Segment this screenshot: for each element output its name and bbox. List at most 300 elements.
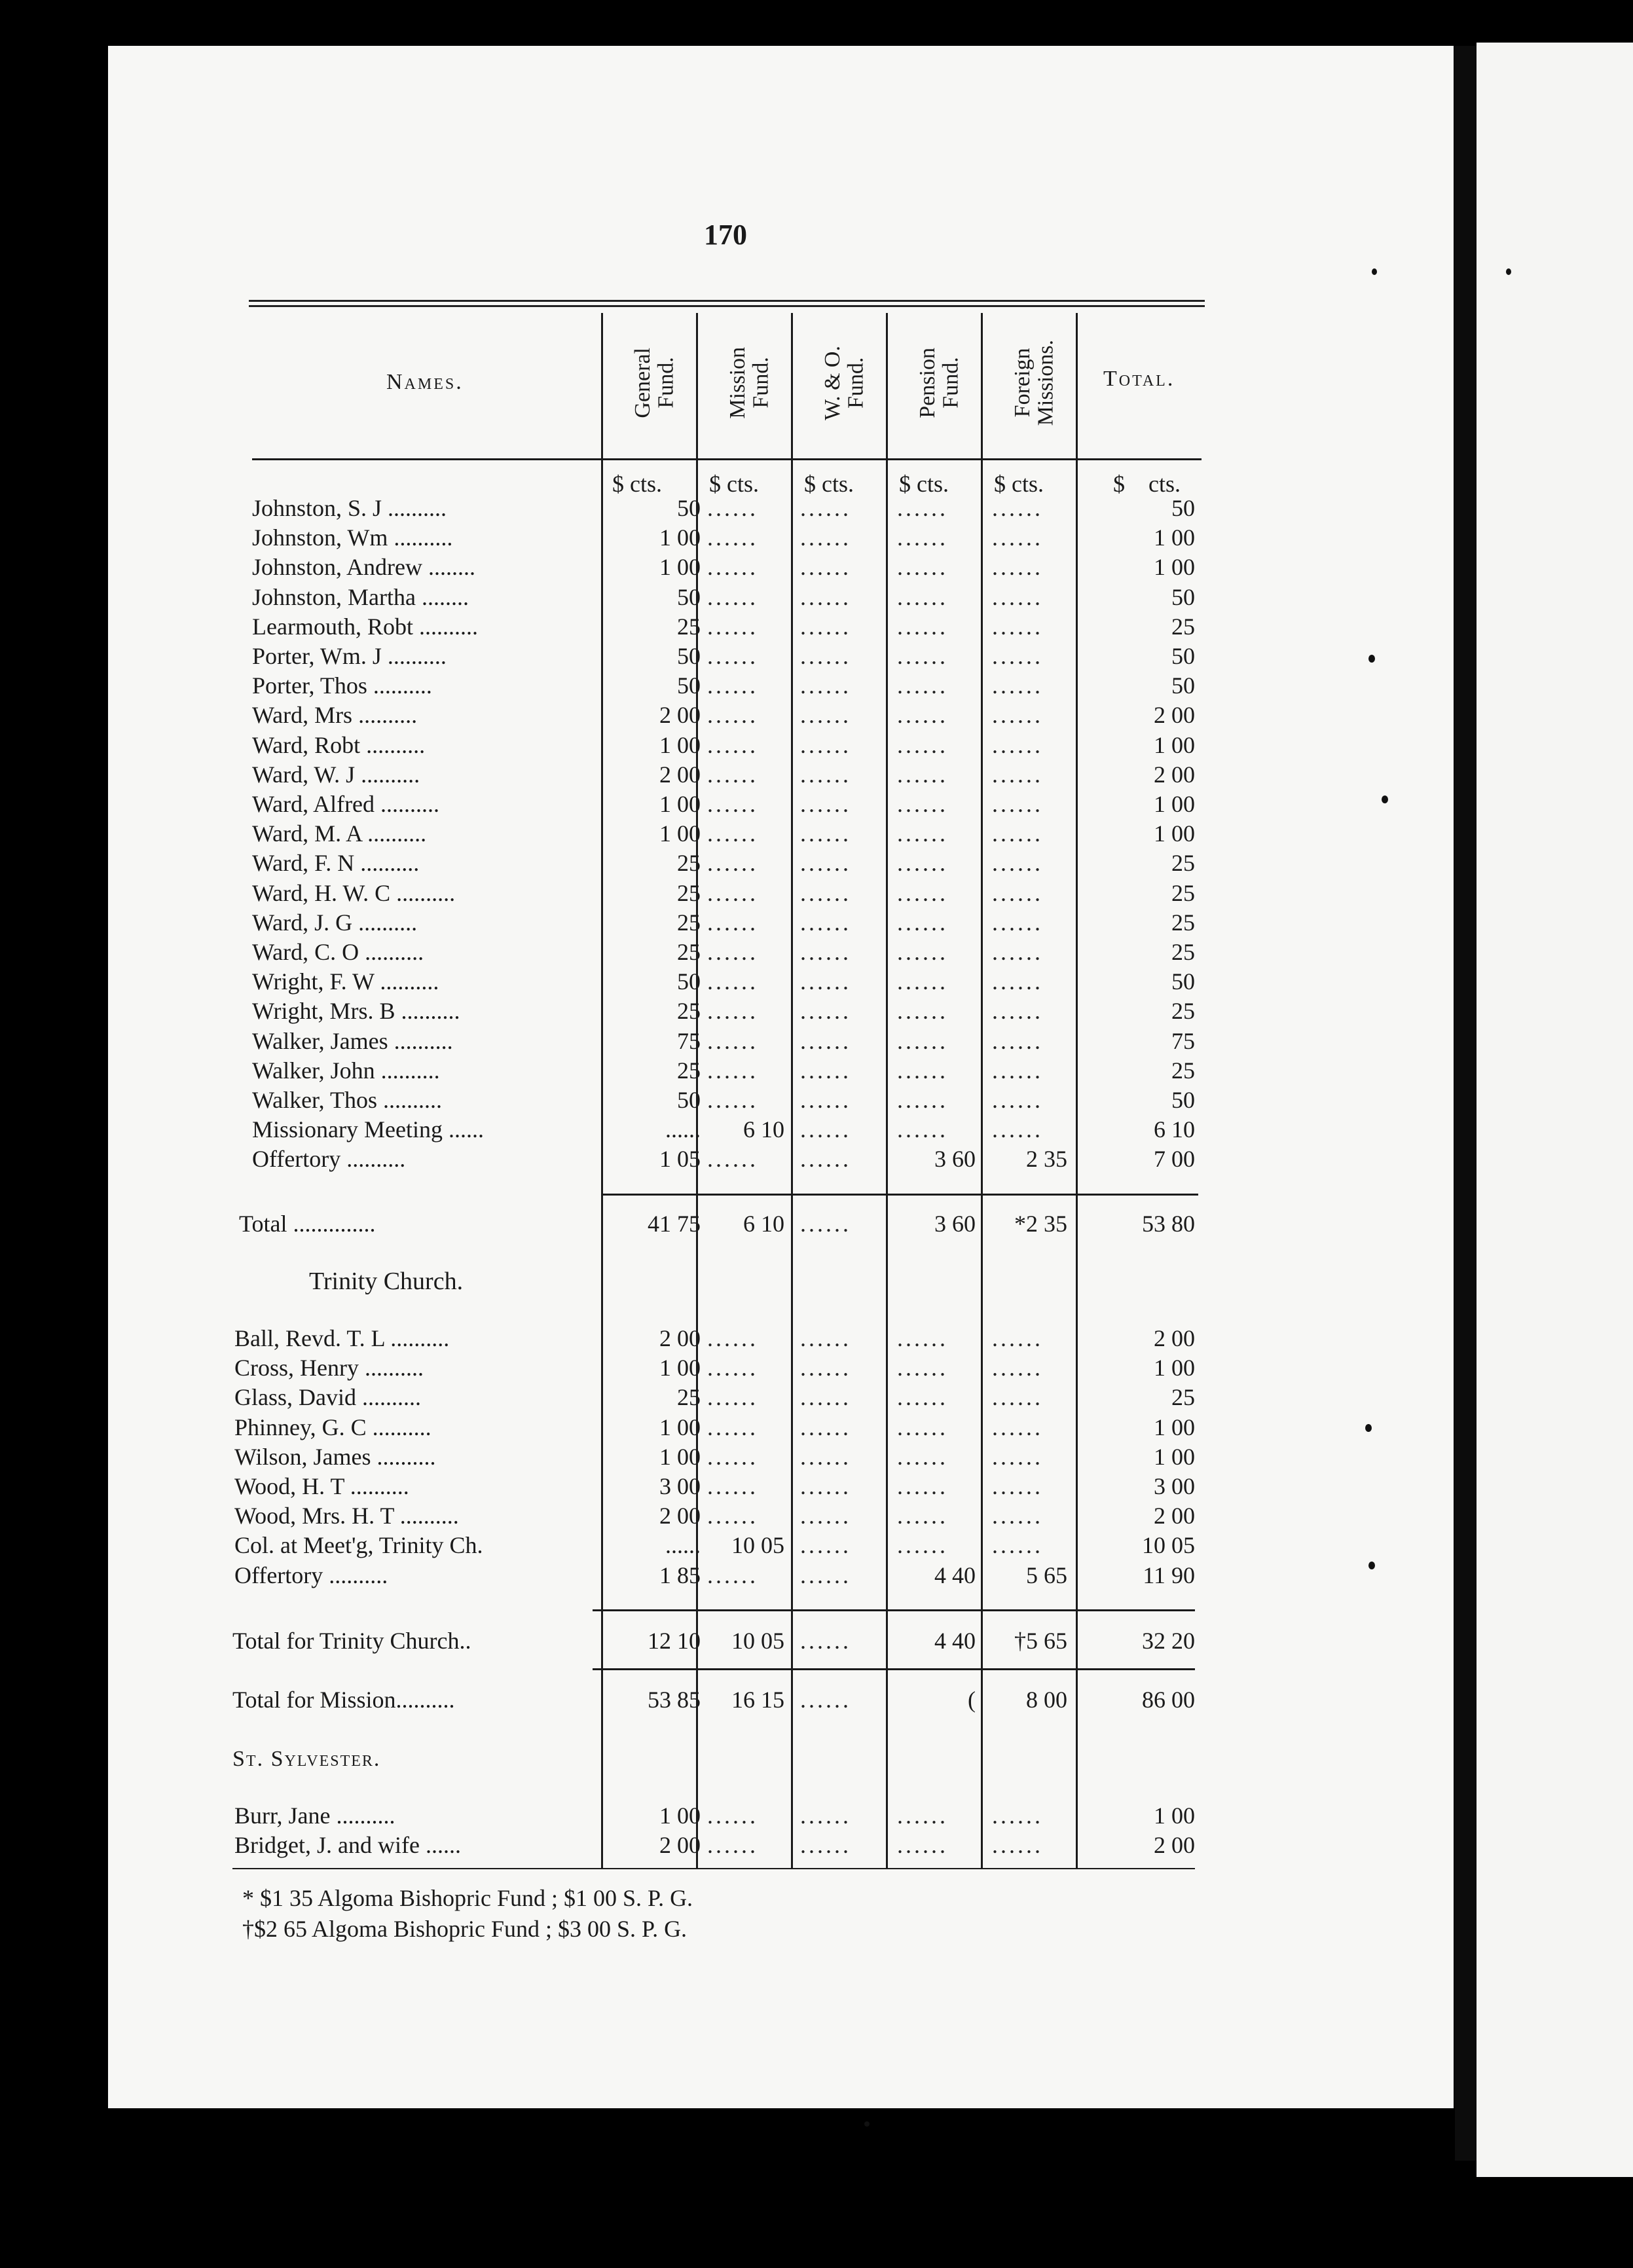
table-row [0,1354,1346,1383]
table-row [0,938,1346,968]
units-pension: $ cts. [899,471,949,497]
row-name: Ward, Robt .......... [252,731,426,758]
row-general-fund: 50 [677,968,701,995]
table-row [0,524,1346,553]
row-total: 50 [1171,1087,1195,1113]
row-mission: 10 05 [731,1532,784,1559]
row-wo: ...... [800,613,851,640]
table-row [0,761,1346,790]
row-pension: ...... [897,613,948,640]
row-mission: ...... [707,1384,758,1411]
row-foreign: ...... [992,761,1043,788]
row-general-fund: 3 00 [659,1473,701,1499]
table-row [0,701,1346,731]
row-pension: ...... [897,1027,948,1054]
row-name: Glass, David .......... [234,1384,421,1411]
row-foreign: ...... [992,968,1043,995]
total-wo: ...... [800,1211,851,1237]
row-general-fund: 50 [677,672,701,699]
table-row [0,790,1346,820]
row-general-fund: 2 00 [659,1832,701,1859]
row-foreign: ...... [992,998,1043,1025]
row-total: 1 00 [1154,524,1195,551]
total-trinity-total: 32 20 [1142,1628,1195,1654]
row-name: Ward, H. W. C .......... [252,879,456,906]
row-pension: 4 40 [934,1562,976,1588]
row-name: Offertory .......... [234,1562,388,1588]
row-total: 1 00 [1154,731,1195,758]
header-mission-fund: Mission Fund. [725,347,773,419]
row-mission: ...... [707,998,758,1025]
row-total: 50 [1171,643,1195,669]
row-general-fund: ...... [665,1116,701,1143]
row-foreign: ...... [992,1087,1043,1113]
table-row [0,1145,1346,1175]
row-general-fund: 25 [677,613,701,640]
subtotal-rule [593,1668,1195,1670]
row-pension: ...... [897,583,948,610]
scan-speck [1368,1562,1375,1569]
page-gutter [1455,46,1477,2161]
scan-speck [1365,1424,1372,1432]
row-general-fund: 1 00 [659,731,701,758]
row-general-fund: 1 00 [659,1355,701,1381]
row-name: Phinney, G. C .......... [234,1414,431,1440]
page-number: 170 [704,219,747,251]
total-trinity-foreign: †5 65 [1014,1628,1067,1654]
row-wo: ...... [800,1802,851,1829]
trinity-church-heading: Trinity Church. [309,1268,464,1295]
row-name: Porter, Thos .......... [252,672,432,699]
table-row [0,1562,1346,1591]
row-name: Col. at Meet'g, Trinity Ch. [234,1532,483,1559]
row-pension: ...... [897,1802,948,1829]
row-foreign: ...... [992,672,1043,699]
row-mission: ...... [707,1027,758,1054]
row-wo: ...... [800,583,851,610]
table-row [0,997,1346,1027]
row-name: Walker, Thos .......... [252,1087,442,1113]
row-foreign: ...... [992,1473,1043,1499]
table-row [0,642,1346,672]
row-wo: ...... [800,1503,851,1529]
row-wo: ...... [800,643,851,669]
row-mission: ...... [707,672,758,699]
row-mission: ...... [707,761,758,788]
total-mission-foreign: 8 00 [1026,1687,1067,1713]
table-row [0,1802,1346,1831]
total-label: Total .............. [239,1211,376,1237]
total-mission-row [0,1686,1346,1715]
table-row [0,1086,1346,1116]
row-name: Cross, Henry .......... [234,1355,424,1381]
row-general-fund: 25 [677,850,701,877]
row-wo: ...... [800,672,851,699]
row-foreign: ...... [992,939,1043,965]
row-general-fund: 25 [677,1384,701,1411]
top-rule [249,300,1205,302]
row-pension: ...... [897,939,948,965]
row-mission: ...... [707,850,758,877]
bottom-rule [232,1868,1195,1869]
row-mission: ...... [707,1503,758,1529]
row-total: 11 90 [1143,1562,1195,1588]
row-foreign: ...... [992,1414,1043,1440]
row-total: 2 00 [1154,702,1195,729]
row-wo: ...... [800,820,851,847]
row-wo: ...... [800,850,851,877]
row-mission: ...... [707,524,758,551]
row-total: 2 00 [1154,761,1195,788]
total-row [0,1210,1346,1239]
row-wo: ...... [800,939,851,965]
row-general-fund: 50 [677,495,701,521]
total-pension: 3 60 [934,1211,976,1237]
row-name: Ward, Alfred .......... [252,791,440,817]
table-row [0,1325,1346,1354]
table-row [0,1116,1346,1145]
row-wo: ...... [800,554,851,581]
row-wo: ...... [800,1473,851,1499]
units-mission: $ cts. [709,471,759,497]
row-total: 25 [1171,909,1195,936]
row-general-fund: 1 05 [659,1146,701,1173]
header-general-fund: General Fund. [631,348,678,418]
row-mission: ...... [707,879,758,906]
row-foreign: ...... [992,583,1043,610]
row-wo: ...... [800,1146,851,1173]
row-pension: ...... [897,524,948,551]
row-foreign: ...... [992,1355,1043,1381]
row-total: 1 00 [1154,554,1195,581]
row-wo: ...... [800,524,851,551]
row-total: 2 00 [1154,1325,1195,1351]
row-wo: ...... [800,1443,851,1470]
header-pension-fund: Pension Fund. [915,348,963,418]
table-row [0,1443,1346,1472]
row-foreign: ...... [992,495,1043,521]
row-wo: ...... [800,1532,851,1559]
row-total: 1 00 [1154,1414,1195,1440]
table-row [0,879,1346,909]
row-total: 3 00 [1154,1473,1195,1499]
table-row [0,968,1346,997]
row-name: Ward, W. J .......... [252,761,420,788]
table-row [0,731,1346,761]
row-mission: ...... [707,1325,758,1351]
units-foreign: $ cts. [994,471,1044,497]
row-total: 2 00 [1154,1832,1195,1859]
row-mission: ...... [707,583,758,610]
scan-speck [864,2121,870,2127]
row-foreign: ...... [992,613,1043,640]
row-pension: ...... [897,1443,948,1470]
total-trinity-pension: 4 40 [934,1628,976,1654]
row-pension: ...... [897,1057,948,1084]
row-wo: ...... [800,761,851,788]
row-pension: ...... [897,820,948,847]
row-wo: ...... [800,998,851,1025]
table-row [0,1502,1346,1531]
total-mission-total: 86 00 [1142,1687,1195,1713]
row-general-fund: 75 [677,1027,701,1054]
row-mission: ...... [707,791,758,817]
total-mission-general: 53 85 [648,1687,701,1713]
row-general-fund: 1 00 [659,554,701,581]
row-name: Ward, Mrs .......... [252,702,418,729]
row-wo: ...... [800,1116,851,1143]
row-mission: ...... [707,1473,758,1499]
total-mission-mission: 16 15 [731,1687,784,1713]
row-pension: ...... [897,1532,948,1559]
row-general-fund: 2 00 [659,761,701,788]
row-general-fund: 1 00 [659,1443,701,1470]
header-wo-fund: W. & O. Fund. [820,346,868,420]
table-row [0,1414,1346,1443]
row-name: Learmouth, Robt .......... [252,613,478,640]
total-trinity-label: Total for Trinity Church.. [232,1628,471,1654]
row-pension: ...... [897,495,948,521]
row-mission: ...... [707,1802,758,1829]
row-pension: ...... [897,1414,948,1440]
row-general-fund: 1 00 [659,791,701,817]
row-total: 2 00 [1154,1503,1195,1529]
row-total: 50 [1171,968,1195,995]
row-name: Johnston, S. J .......... [252,495,447,521]
row-total: 1 00 [1154,1443,1195,1470]
header-rule [252,458,1202,460]
row-name: Bridget, J. and wife ...... [234,1832,461,1859]
row-general-fund: 25 [677,998,701,1025]
row-foreign: ...... [992,820,1043,847]
row-name: Ward, J. G .......... [252,909,418,936]
total-foreign: *2 35 [1014,1211,1067,1237]
row-name: Wilson, James .......... [234,1443,436,1470]
row-total: 50 [1171,583,1195,610]
row-mission: ...... [707,909,758,936]
row-general-fund: 2 00 [659,1325,701,1351]
row-foreign: ...... [992,1443,1043,1470]
total-general: 41 75 [648,1211,701,1237]
row-name: Burr, Jane .......... [234,1802,395,1829]
row-foreign: ...... [992,702,1043,729]
row-mission: 6 10 [743,1116,784,1143]
row-general-fund: 2 00 [659,702,701,729]
row-total: 10 05 [1142,1532,1195,1559]
row-wo: ...... [800,1325,851,1351]
row-mission: ...... [707,968,758,995]
row-foreign: ...... [992,643,1043,669]
row-name: Ball, Revd. T. L .......... [234,1325,450,1351]
table-row [0,583,1346,613]
table-row [0,553,1346,583]
row-pension: ...... [897,968,948,995]
row-general-fund: 50 [677,1087,701,1113]
row-foreign: ...... [992,791,1043,817]
row-wo: ...... [800,495,851,521]
row-total: 1 00 [1154,1355,1195,1381]
units-total: $ cts. [1113,471,1181,497]
row-foreign: ...... [992,1116,1043,1143]
row-foreign: ...... [992,1503,1043,1529]
row-pension: ...... [897,1116,948,1143]
row-pension: ...... [897,672,948,699]
row-wo: ...... [800,1027,851,1054]
row-pension: ...... [897,731,948,758]
row-mission: ...... [707,1057,758,1084]
table-row [0,1472,1346,1502]
row-mission: ...... [707,1087,758,1113]
row-name: Ward, C. O .......... [252,939,424,965]
row-pension: 3 60 [934,1146,976,1173]
row-wo: ...... [800,1355,851,1381]
row-total: 50 [1171,672,1195,699]
scan-speck [1368,655,1375,663]
row-name: Missionary Meeting ...... [252,1116,484,1143]
row-wo: ...... [800,1087,851,1113]
units-general: $ cts. [612,471,662,497]
total-trinity-wo: ...... [800,1628,851,1654]
row-wo: ...... [800,909,851,936]
row-general-fund: 2 00 [659,1503,701,1529]
row-general-fund: 1 00 [659,820,701,847]
header-names: Names. [386,370,464,394]
facing-page [1477,43,1633,2177]
row-total: 25 [1171,1057,1195,1084]
row-pension: ...... [897,1832,948,1859]
row-pension: ...... [897,850,948,877]
row-mission: ...... [707,939,758,965]
row-general-fund: 1 00 [659,1414,701,1440]
row-general-fund: 25 [677,879,701,906]
row-total: 7 00 [1154,1146,1195,1173]
row-foreign: 2 35 [1026,1146,1067,1173]
row-mission: ...... [707,702,758,729]
row-name: Walker, John .......... [252,1057,440,1084]
row-pension: ...... [897,702,948,729]
table-row [0,820,1346,849]
row-mission: ...... [707,554,758,581]
scan-speck [1372,268,1377,275]
row-general-fund: 1 00 [659,1802,701,1829]
row-mission: ...... [707,1443,758,1470]
row-general-fund: 50 [677,643,701,669]
row-name: Ward, F. N .......... [252,850,420,877]
scan-speck [1506,268,1511,275]
row-general-fund: 25 [677,1057,701,1084]
row-general-fund: 25 [677,909,701,936]
row-pension: ...... [897,909,948,936]
total-total: 53 80 [1142,1211,1195,1237]
row-foreign: ...... [992,1384,1043,1411]
row-pension: ...... [897,998,948,1025]
row-name: Wood, H. T .......... [234,1473,409,1499]
row-pension: ...... [897,554,948,581]
row-mission: ...... [707,1146,758,1173]
row-foreign: ...... [992,731,1043,758]
row-pension: ...... [897,791,948,817]
row-foreign: ...... [992,1802,1043,1829]
row-pension: ...... [897,1384,948,1411]
total-mission-pension: ( [968,1687,976,1713]
row-total: 25 [1171,879,1195,906]
row-foreign: ...... [992,1832,1043,1859]
row-foreign: ...... [992,909,1043,936]
row-total: 75 [1171,1027,1195,1054]
row-mission: ...... [707,1414,758,1440]
row-pension: ...... [897,643,948,669]
row-wo: ...... [800,1562,851,1588]
row-general-fund: 1 00 [659,524,701,551]
total-mission: 6 10 [743,1211,784,1237]
row-total: 25 [1171,998,1195,1025]
scan-speck [1382,796,1388,803]
row-pension: ...... [897,1473,948,1499]
row-name: Ward, M. A .......... [252,820,427,847]
row-wo: ...... [800,1057,851,1084]
row-foreign: ...... [992,850,1043,877]
row-name: Wood, Mrs. H. T .......... [234,1503,459,1529]
subtotal-rule [593,1609,1195,1611]
row-total: 25 [1171,939,1195,965]
table-row [0,909,1346,938]
row-name: Porter, Wm. J .......... [252,643,447,669]
row-foreign: ...... [992,879,1043,906]
row-foreign: 5 65 [1026,1562,1067,1588]
row-pension: ...... [897,1503,948,1529]
total-trinity-mission: 10 05 [731,1628,784,1654]
table-row [0,1831,1346,1861]
row-foreign: ...... [992,1532,1043,1559]
table-row [0,613,1346,642]
row-total: 1 00 [1154,820,1195,847]
row-name: Johnston, Andrew ........ [252,554,475,581]
row-pension: ...... [897,1087,948,1113]
table-row [0,1531,1346,1561]
row-foreign: ...... [992,1325,1043,1351]
row-foreign: ...... [992,1027,1043,1054]
header-foreign-missions: Foreign Missions. [1010,340,1058,426]
row-mission: ...... [707,1832,758,1859]
row-total: 25 [1171,1384,1195,1411]
row-pension: ...... [897,761,948,788]
row-wo: ...... [800,791,851,817]
row-mission: ...... [707,1355,758,1381]
row-name: Johnston, Wm .......... [252,524,453,551]
row-wo: ...... [800,731,851,758]
top-rule-2 [249,305,1205,307]
row-name: Walker, James .......... [252,1027,453,1054]
total-mission-wo: ...... [800,1687,851,1713]
table-row [0,1027,1346,1057]
row-pension: ...... [897,1355,948,1381]
row-wo: ...... [800,1832,851,1859]
row-mission: ...... [707,613,758,640]
row-mission: ...... [707,731,758,758]
table-row [0,849,1346,879]
row-pension: ...... [897,1325,948,1351]
row-general-fund: 1 85 [659,1562,701,1588]
row-total: 25 [1171,613,1195,640]
row-foreign: ...... [992,1057,1043,1084]
row-mission: ...... [707,495,758,521]
row-general-fund: 25 [677,939,701,965]
row-total: 50 [1171,495,1195,521]
row-wo: ...... [800,1384,851,1411]
row-wo: ...... [800,968,851,995]
row-name: Wright, F. W .......... [252,968,439,995]
row-general-fund: 50 [677,583,701,610]
